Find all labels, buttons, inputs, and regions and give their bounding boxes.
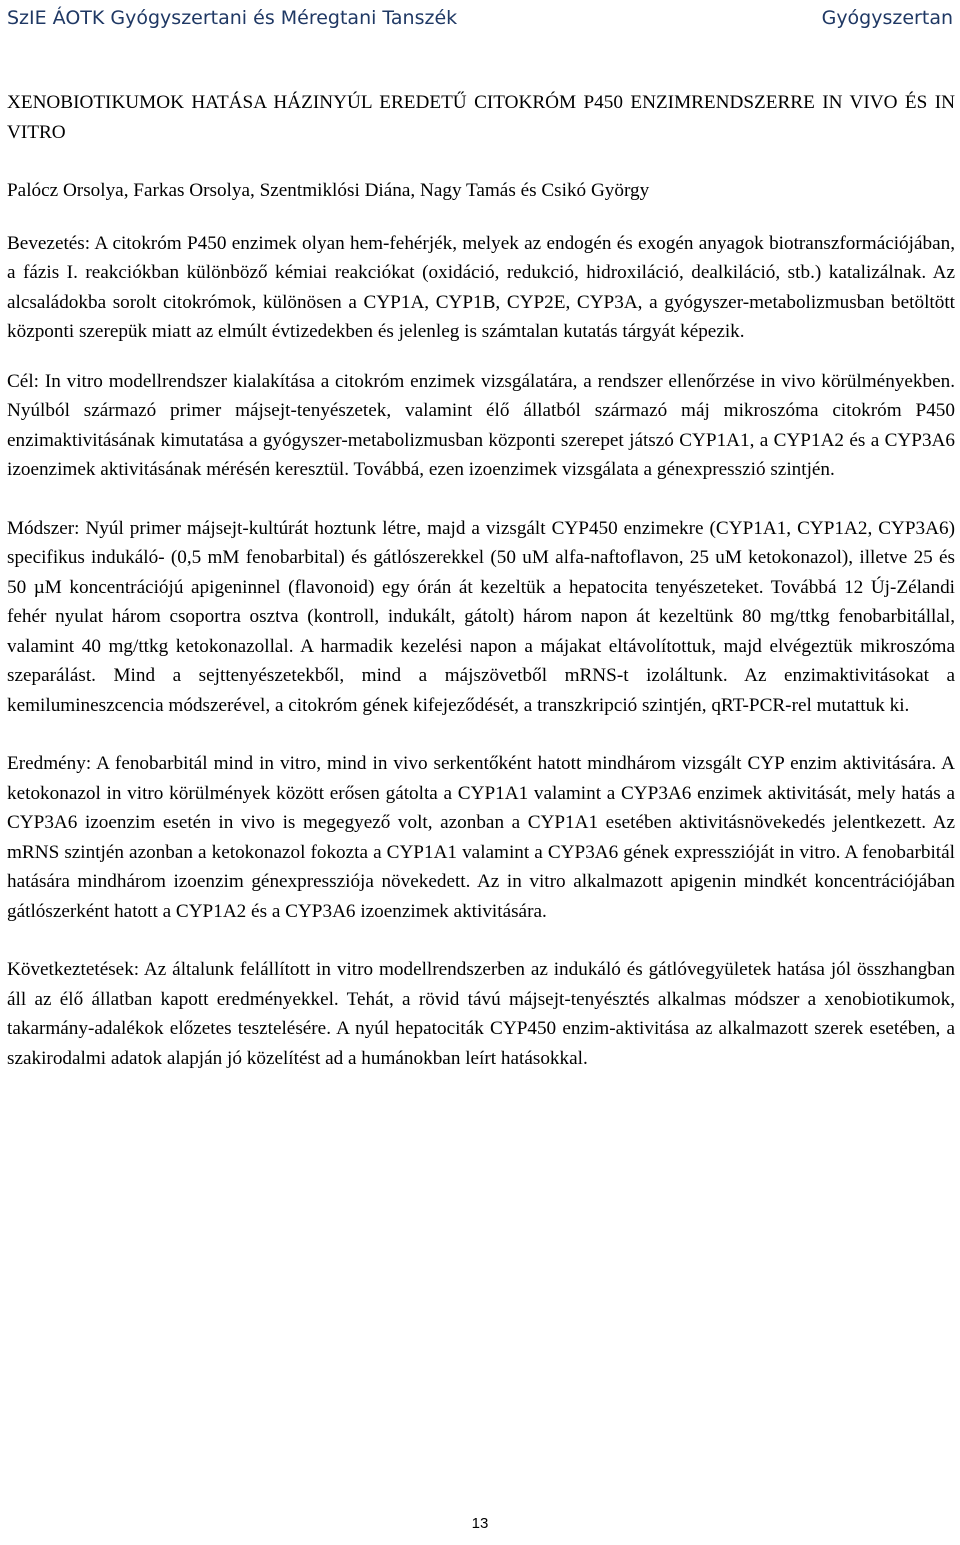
page-content	[7, 88, 955, 1073]
abstract-title: XENOBIOTIKUMOK HATÁSA HÁZINYÚL EREDETŰ CITOKRÓM P450 ENZIMRENDSZERRE IN VIVO ÉS IN VITRO	[7, 92, 955, 143]
header-department: SzIE ÁOTK Gyógyszertani és Méregtani Tanszék	[7, 7, 458, 29]
page-number: 13	[471, 1515, 489, 1532]
author-list: Palócz Orsolya, Farkas Orsolya, Szentmiklósi Diána, Nagy Tamás és Csikó György	[7, 180, 650, 201]
section-bevezetes: Bevezetés: A citokróm P450 enzimek olyan hem-fehérjék, melyek az endogén és exogén anyagok biotranszformációjában, a fázis I. reakciókban különböző kémiai reakciókat (oxidáció, redukció, hidroxiláció, dealkiláció, stb.) katalizálnak. Az alcsaládokba sorolt citokrómok, különösen a CYP1A, CYP1B, CYP2E, CYP3A, a gyógyszer-metabolizmusban betöltött központi szerepük miatt az elmúlt évtizedekben és jelenleg is számtalan kutatás tárgyát képezik.	[7, 232, 955, 342]
header-subject: Gyógyszertan	[821, 7, 953, 29]
page-header	[7, 7, 953, 29]
section-eredmeny: Eredmény: A fenobarbitál mind in vitro, mind in vivo serkentőként hatott mindhárom vizsgált CYP enzim aktivitására. A ketokonazol in vitro körülmények között erősen gátolta a CYP1A1 valamint a CYP3A6 enzimek aktivitását, mely hatás a CYP3A6 izoenzim esetén in vivo is megegyező volt, azonban a CYP1A1 esetében aktivitásnövekedés jelentkezett. Az mRNS szintjén azonban a ketokonazol fokozta a CYP1A1 valamint a CYP3A6 gének expresszióját in vitro. A fenobarbitál hatására mindhárom izoenzim génexpressziója növekedett. Az in vitro alkalmazott apigenin mindkét koncentrációjában gátlószerként hatott a CYP1A2 és a CYP3A6 izoenzimek aktivitására.	[7, 753, 955, 922]
section-cel: Cél: In vitro modellrendszer kialakítása a citokróm enzimek vizsgálatára, a rendszer ellenőrzése in vivo körülményekben. Nyúlból származó primer májsejt-tenyészetek, valamint élő állatból származó máj mikroszóma citokróm P450 enzimaktivitásának kimutatása a gyógyszer-metabolizmusban központi szerepet játszó CYP1A1, a CYP1A2 és a CYP3A6 izoenzimek aktivitásának mérésén keresztül. Továbbá, ezen izoenzimek vizsgálata a génexpresszió szintjén.	[7, 370, 955, 480]
section-kovetkeztetesek: Következtetések: Az általunk felállított in vitro modellrendszerben az indukáló és gátlóvegyületek hatása jól összhangban áll az élő állatban kapott eredményekkel. Tehát, a rövid távú májsejt-tenyésztés alkalmas módszer a xenobiotikumok, takarmány-adalékok előzetes tesztelésére. A nyúl hepatociták CYP450 enzim-aktivitása az alkalmazott szerek esetében, a szakirodalmi adatok alapján jó közelítést ad a humánokban leírt hatásokkal.	[7, 959, 955, 1069]
section-modszer: Módszer: Nyúl primer májsejt-kultúrát hoztunk létre, majd a vizsgált CYP450 enzimekre (CYP1A1, CYP1A2, CYP3A6) specifikus indukáló- (0,5 mM fenobarbital) és gátlószerekkel (50 uM alfa-naftoflavon, 25 uM ketokonazol), illetve 25 és 50 µM koncentrációjú apigeninnel (flavonoid) egy órán át kezeltük a hepatocita tenyészeteket. Továbbá 12 Új-Zélandi fehér nyulat három csoportra osztva (kontroll, indukált, gátolt) három napon át kezeltünk 80 mg/ttkg fenobarbitállal, valamint 40 mg/ttkg ketokonazollal. A harmadik kezelési napon a májakat eltávolítottuk, majd elvégeztük mikroszóma szeparálást. Mind a sejttenyészetekből, mind a májszövetből mRNS-t izoláltunk. Az enzimaktivitásokat a kemilumineszcencia módszerével, a citokróm gének kifejeződését, a transzkripció szintjén, qRT-PCR-rel mutattuk ki.	[7, 517, 955, 716]
